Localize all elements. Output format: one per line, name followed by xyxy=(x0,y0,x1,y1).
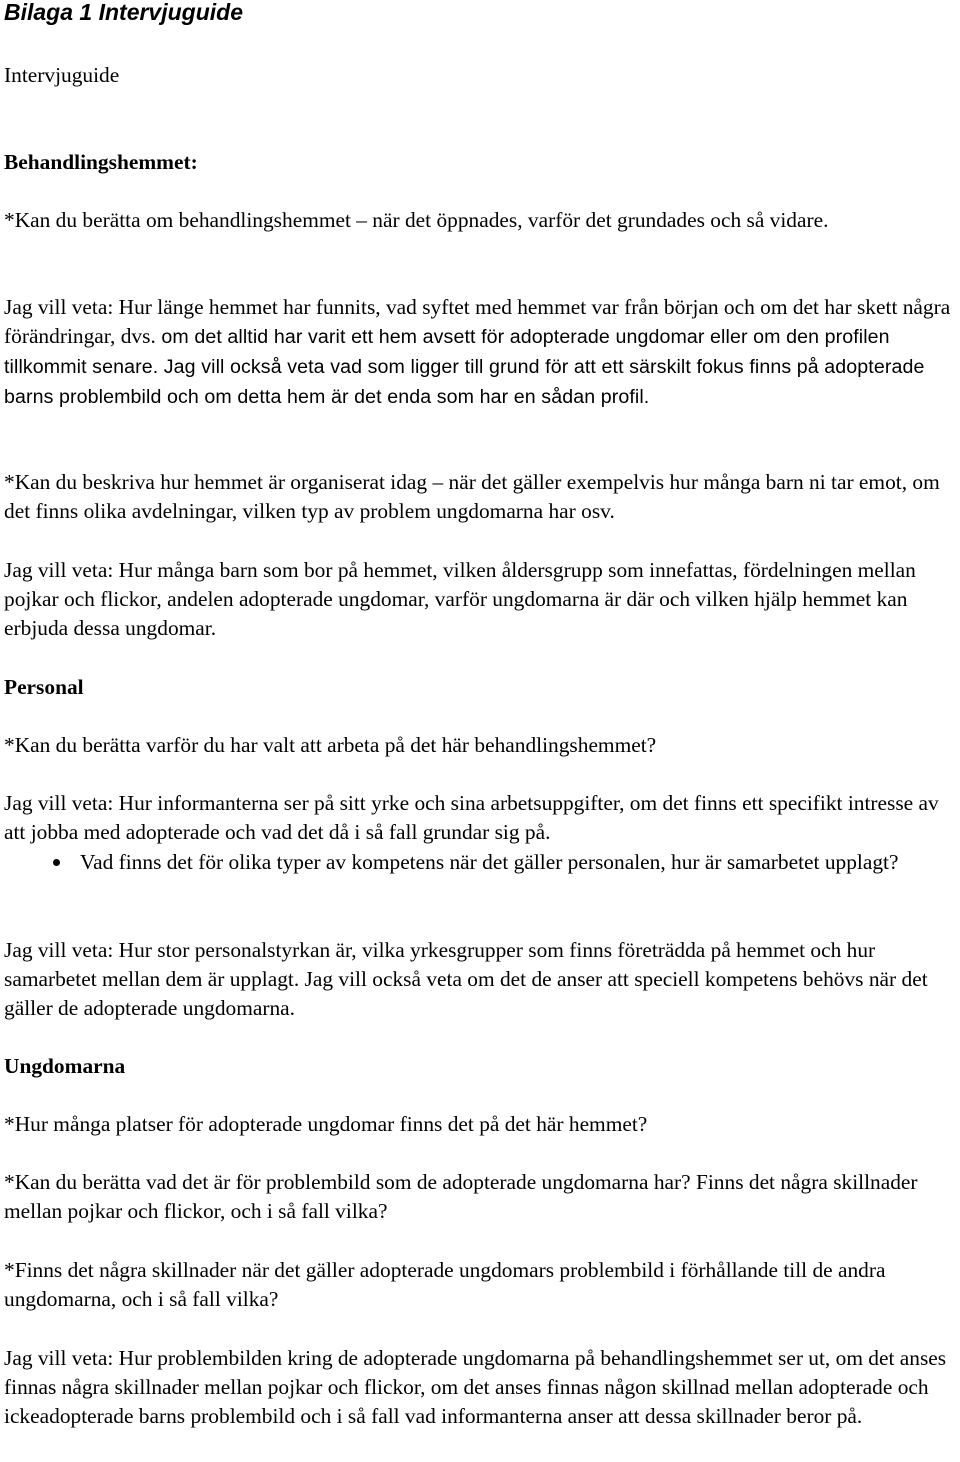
question-behandlingshemmet-1: *Kan du berätta om behandlingshemmet – när det öppnades, varför det grundades och så vidare. xyxy=(4,208,829,232)
question-ungdomarna-1: *Hur många platser för adopterade ungdomar finns det på det här hemmet? xyxy=(4,1112,648,1136)
paragraph-behandlingshemmet-1-part-a: Jag vill veta: Hur länge hemmet har funnits, vad syftet med hemmet var från början och om det har skett några förändringar, dvs. xyxy=(4,295,951,348)
document-page xyxy=(4,0,956,1428)
question-personal-1: *Kan du berätta varför du har valt att arbeta på det här behandlingshemmet? xyxy=(4,733,657,757)
section-heading-personal: Personal xyxy=(4,675,84,699)
document-subtitle: Intervjuguide xyxy=(4,63,120,87)
question-behandlingshemmet-2: *Kan du beskriva hur hemmet är organiserat idag – när det gäller exempelvis hur många barn ni tar emot, om det finns olika avdelningar, vilken typ av problem ungdomarna har osv. xyxy=(4,470,940,523)
paragraph-behandlingshemmet-2: Jag vill veta: Hur många barn som bor på hemmet, vilken åldersgrupp som innefattas, fördelningen mellan pojkar och flickor, andelen adopterade ungdomar, varför ungdomarna är där och vilken hjälp hemmet kan erbjuda dessa ungdomar. xyxy=(4,558,916,640)
section-heading-behandlingshemmet: Behandlingshemmet: xyxy=(4,150,198,174)
bullet-text: Vad finns det för olika typer av kompetens när det gäller personalen, hur är samarbetet upplagt? xyxy=(80,850,899,874)
paragraph-behandlingshemmet-1-part-b: om det alltid har varit ett hem avsett för adopterade ungdomar eller om den profilen tillkommit senare. Jag vill också veta vad som ligger till grund för att ett särskilt fokus finns på adopterade barns problembild och om detta hem är det enda som har en sådan profil. xyxy=(4,326,925,408)
appendix-title: Bilaga 1 Intervjuguide xyxy=(4,0,243,25)
section-heading-ungdomarna: Ungdomarna xyxy=(4,1054,126,1078)
paragraph-behandlingshemmet-1 xyxy=(4,293,956,412)
question-ungdomarna-2: *Kan du berätta vad det är för problembild som de adopterade ungdomarna har? Finns det några skillnader mellan pojkar och flickor, och i så fall vilka? xyxy=(4,1170,918,1223)
paragraph-ungdomarna-1: Jag vill veta: Hur problembilden kring de adopterade ungdomarna på behandlingshemmet ser ut, om det anses finnas några skillnader mellan pojkar och flickor, om det anses finnas någon skillnad mellan adopterade och ickeadopterade barns problembild och i så fall vad informanterna anser att dessa skillnader beror på. xyxy=(4,1346,947,1428)
bullet-icon xyxy=(53,859,60,866)
paragraph-personal-2: Jag vill veta: Hur stor personalstyrkan är, vilka yrkesgrupper som finns företrädda på hemmet och hur samarbetet mellan dem är upplagt. Jag vill också veta om det de anser att speciell kompetens behövs när det gäller de adopterade ungdomarna. xyxy=(4,938,928,1020)
paragraph-personal-1: Jag vill veta: Hur informanterna ser på sitt yrke och sina arbetsuppgifter, om det finns ett specifikt intresse av att jobba med adopterade och vad det då i så fall grundar sig på. xyxy=(4,791,939,844)
question-ungdomarna-3: *Finns det några skillnader när det gäller adopterade ungdomars problembild i förhållande till de andra ungdomarna, och i så fall vilka? xyxy=(4,1258,886,1311)
